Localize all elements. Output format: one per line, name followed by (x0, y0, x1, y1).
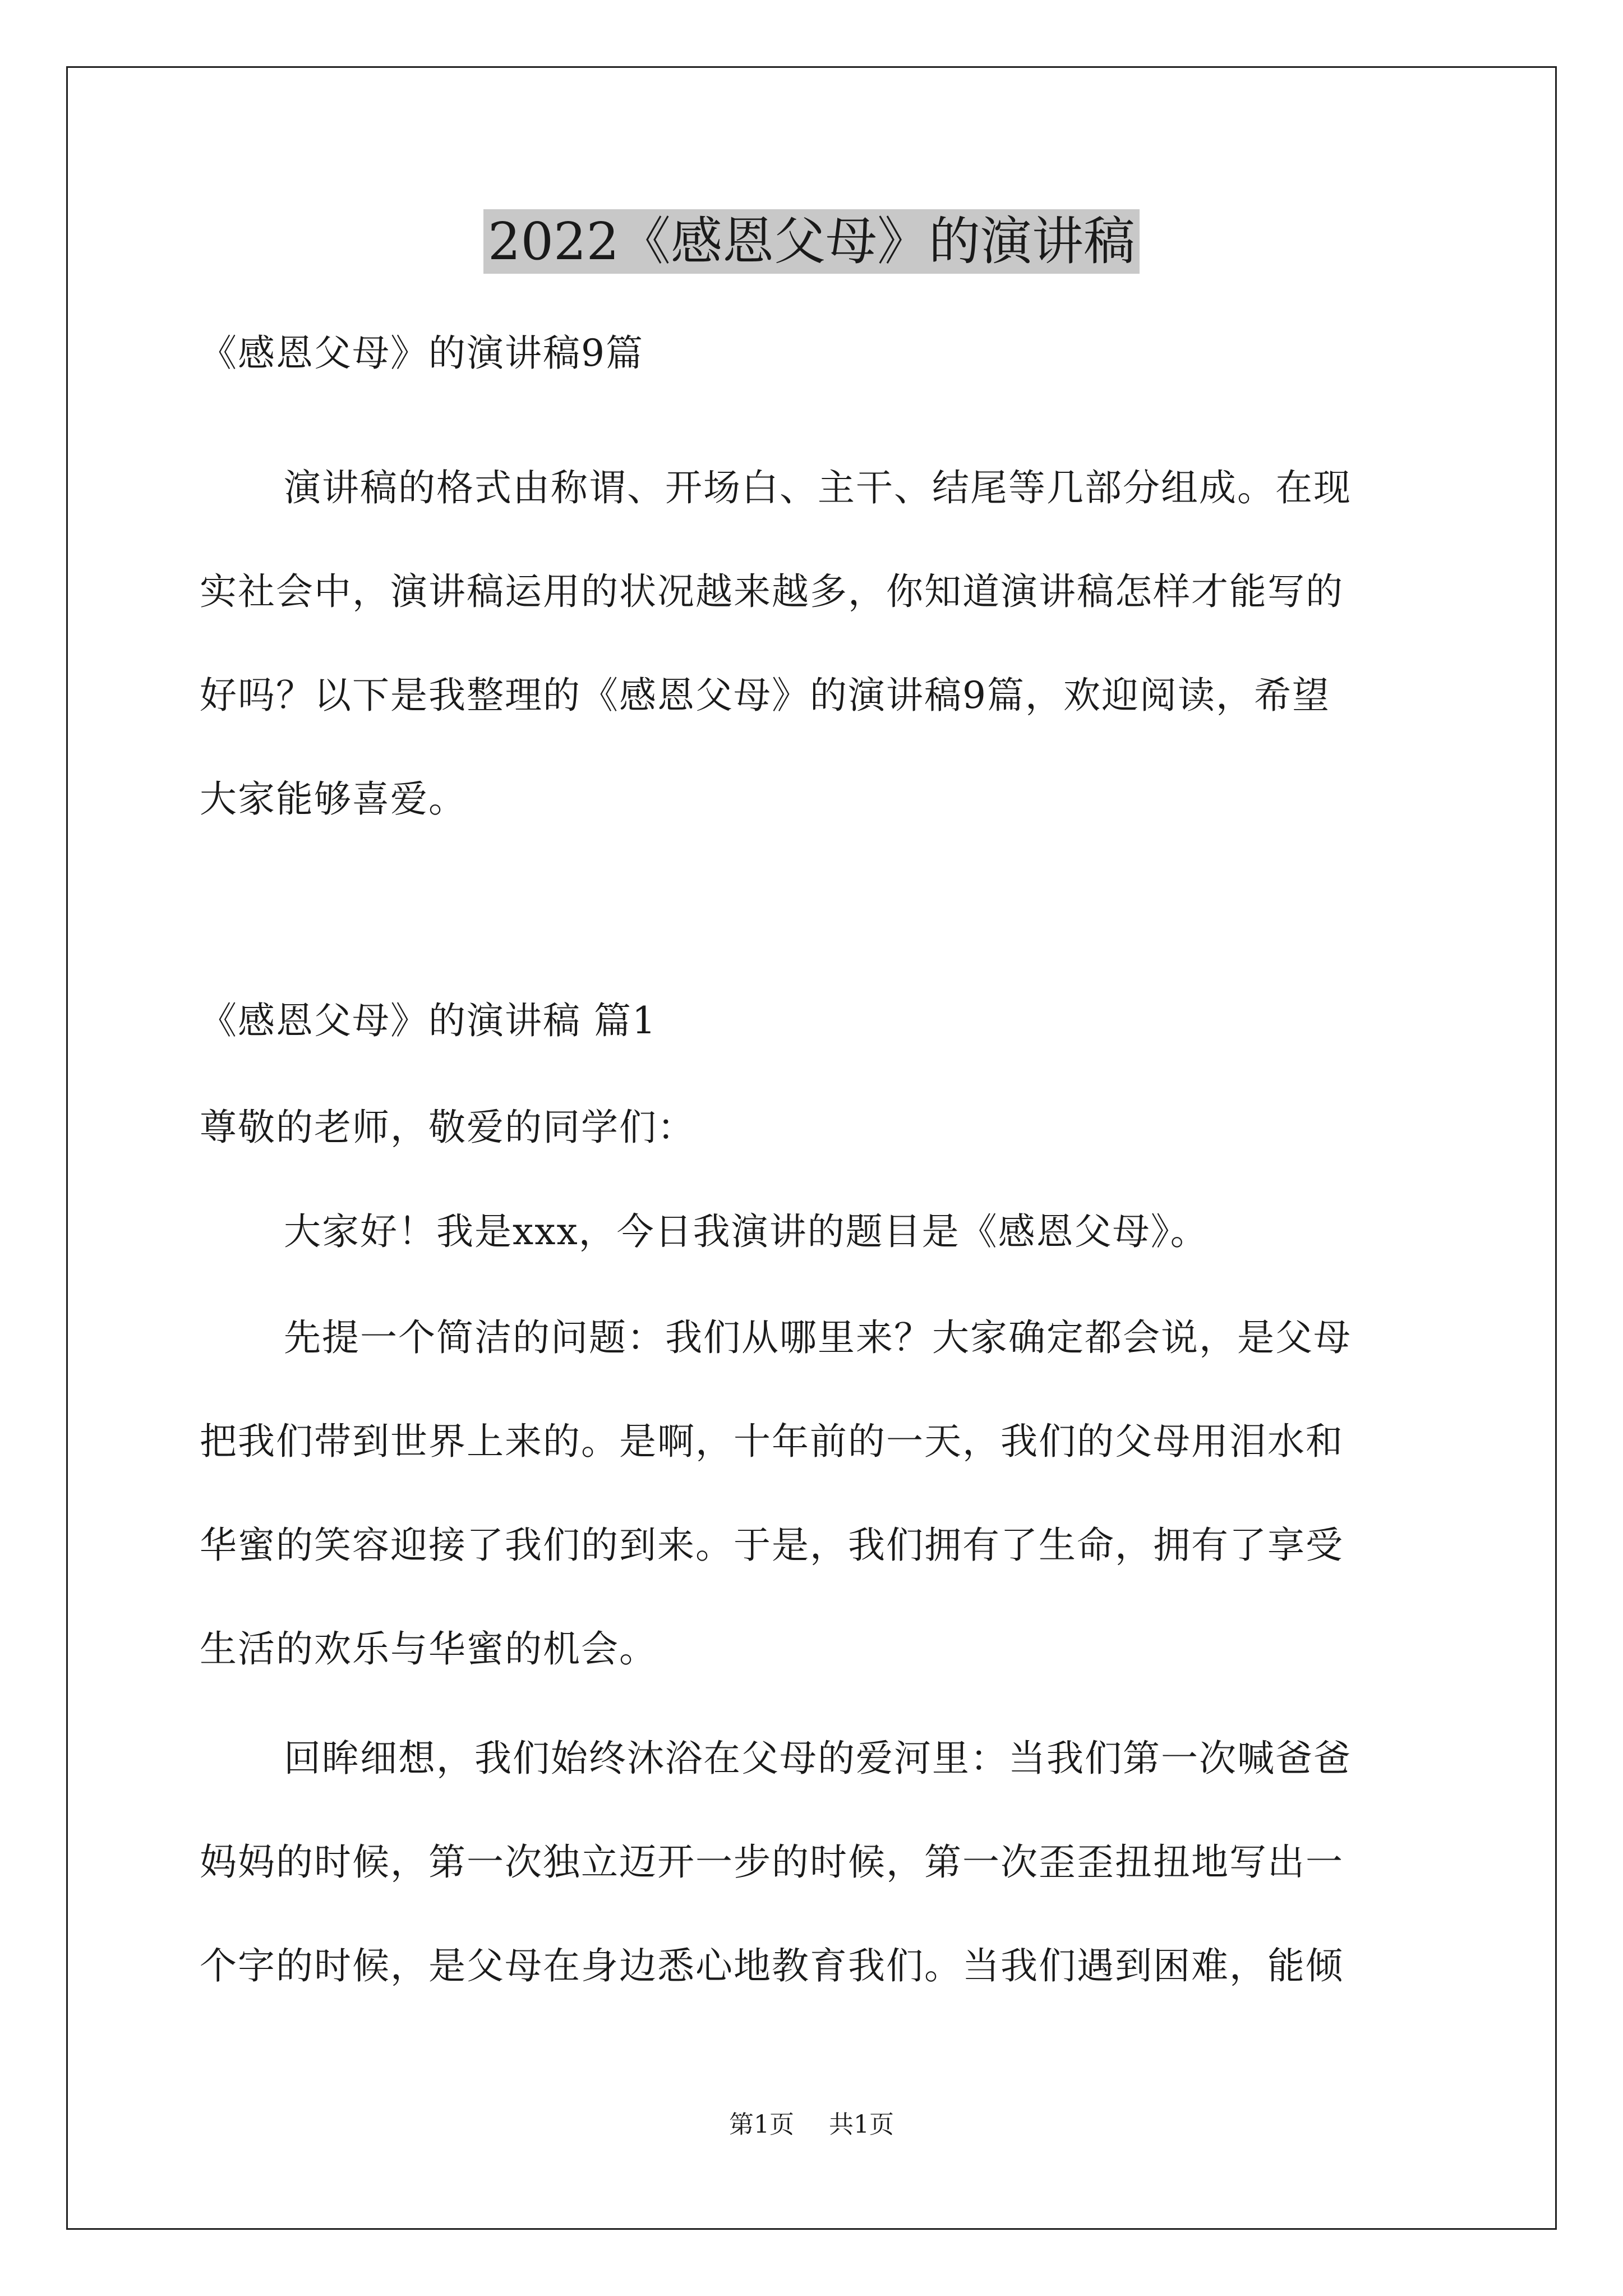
section-heading: 《感恩父母》的演讲稿 篇1 (200, 999, 657, 1042)
page-number-current: 第1页 (729, 2110, 794, 2139)
greeting: 大家好！我是xxx，今日我演讲的题目是《感恩父母》。 (284, 1210, 1209, 1253)
page-number-total: 共1页 (829, 2110, 894, 2139)
para3-line-2: 妈妈的时候，第一次独立迈开一步的时候，第一次歪歪扭扭地写出一 (200, 1841, 1344, 1884)
document-title-text: 2022《感恩父母》的演讲稿 (483, 209, 1140, 274)
intro-line-2: 实社会中，演讲稿运用的状况越来越多，你知道演讲稿怎样才能写的 (200, 570, 1344, 613)
intro-line-4: 大家能够喜爱。 (200, 777, 467, 821)
intro-line-1: 演讲稿的格式由称谓、开场白、主干、结尾等几部分组成。在现 (284, 466, 1352, 509)
para2-line-3: 华蜜的笑容迎接了我们的到来。于是，我们拥有了生命，拥有了享受 (200, 1524, 1344, 1567)
para3-line-1: 回眸细想，我们始终沐浴在父母的爱河里：当我们第一次喊爸爸 (284, 1737, 1352, 1780)
para2-line-2: 把我们带到世界上来的。是啊，十年前的一天，我们的父母用泪水和 (200, 1420, 1344, 1463)
intro-line-3: 好吗？以下是我整理的《感恩父母》的演讲稿9篇，欢迎阅读，希望 (200, 674, 1330, 717)
page-footer (0, 2108, 1623, 2142)
salutation: 尊敬的老师，敬爱的同学们： (200, 1106, 695, 1149)
para2-line-1: 先提一个简洁的问题：我们从哪里来？大家确定都会说，是父母 (284, 1316, 1352, 1359)
para3-line-3: 个字的时候，是父母在身边悉心地教育我们。当我们遇到困难，能倾 (200, 1944, 1344, 1987)
document-title (0, 205, 1623, 278)
document-subtitle: 《感恩父母》的演讲稿9篇 (200, 332, 644, 375)
para2-line-4: 生活的欢乐与华蜜的机会。 (200, 1627, 657, 1671)
